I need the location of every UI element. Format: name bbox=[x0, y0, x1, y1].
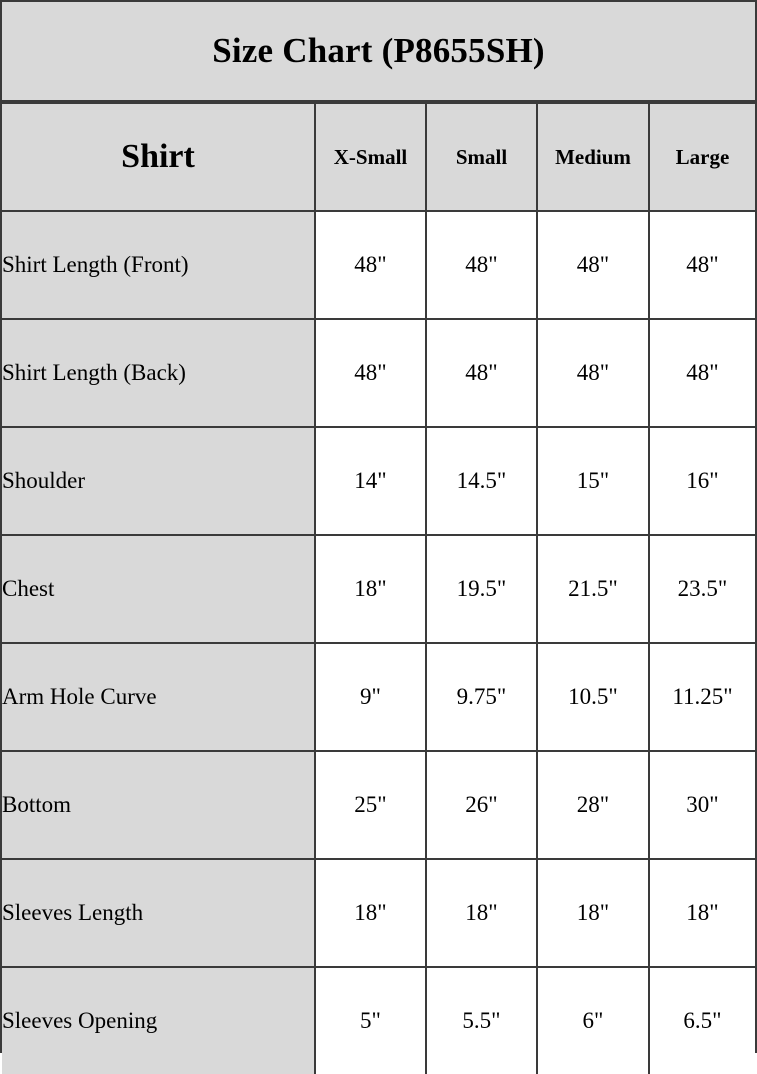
row-label: Shirt Length (Back) bbox=[2, 319, 315, 427]
page-title: Size Chart (P8655SH) bbox=[2, 2, 755, 102]
cell-value: 19.5" bbox=[426, 535, 537, 643]
cell-value: 18" bbox=[315, 535, 426, 643]
cell-value: 14" bbox=[315, 427, 426, 535]
cell-value: 11.25" bbox=[649, 643, 755, 751]
cell-value: 18" bbox=[315, 859, 426, 967]
cell-value: 18" bbox=[426, 859, 537, 967]
cell-value: 48" bbox=[649, 319, 755, 427]
table-row bbox=[2, 427, 755, 535]
column-header-measurement: Shirt bbox=[2, 103, 315, 211]
row-label: Bottom bbox=[2, 751, 315, 859]
cell-value: 48" bbox=[315, 211, 426, 319]
cell-value: 48" bbox=[426, 211, 537, 319]
table-row bbox=[2, 211, 755, 319]
row-label: Shirt Length (Front) bbox=[2, 211, 315, 319]
column-header-small: Small bbox=[426, 103, 537, 211]
cell-value: 6.5" bbox=[649, 967, 755, 1074]
table-row bbox=[2, 319, 755, 427]
column-header-medium: Medium bbox=[537, 103, 649, 211]
cell-value: 48" bbox=[426, 319, 537, 427]
table-row bbox=[2, 967, 755, 1074]
cell-value: 9.75" bbox=[426, 643, 537, 751]
cell-value: 6" bbox=[537, 967, 649, 1074]
cell-value: 9" bbox=[315, 643, 426, 751]
cell-value: 23.5" bbox=[649, 535, 755, 643]
cell-value: 26" bbox=[426, 751, 537, 859]
cell-value: 48" bbox=[537, 319, 649, 427]
table-row bbox=[2, 859, 755, 967]
cell-value: 48" bbox=[315, 319, 426, 427]
row-label: Sleeves Length bbox=[2, 859, 315, 967]
cell-value: 16" bbox=[649, 427, 755, 535]
cell-value: 10.5" bbox=[537, 643, 649, 751]
table-row bbox=[2, 643, 755, 751]
cell-value: 18" bbox=[537, 859, 649, 967]
cell-value: 21.5" bbox=[537, 535, 649, 643]
cell-value: 5" bbox=[315, 967, 426, 1074]
cell-value: 14.5" bbox=[426, 427, 537, 535]
row-label: Arm Hole Curve bbox=[2, 643, 315, 751]
table-header-row bbox=[2, 103, 755, 211]
cell-value: 28" bbox=[537, 751, 649, 859]
column-header-x-small: X-Small bbox=[315, 103, 426, 211]
cell-value: 25" bbox=[315, 751, 426, 859]
row-label: Chest bbox=[2, 535, 315, 643]
table-header bbox=[2, 103, 755, 211]
row-label: Sleeves Opening bbox=[2, 967, 315, 1074]
cell-value: 18" bbox=[649, 859, 755, 967]
cell-value: 48" bbox=[537, 211, 649, 319]
cell-value: 15" bbox=[537, 427, 649, 535]
table-row bbox=[2, 535, 755, 643]
table-body bbox=[2, 211, 755, 1074]
cell-value: 48" bbox=[649, 211, 755, 319]
row-label: Shoulder bbox=[2, 427, 315, 535]
size-chart-table bbox=[2, 102, 755, 1074]
table-row bbox=[2, 751, 755, 859]
cell-value: 5.5" bbox=[426, 967, 537, 1074]
column-header-large: Large bbox=[649, 103, 755, 211]
cell-value: 30" bbox=[649, 751, 755, 859]
